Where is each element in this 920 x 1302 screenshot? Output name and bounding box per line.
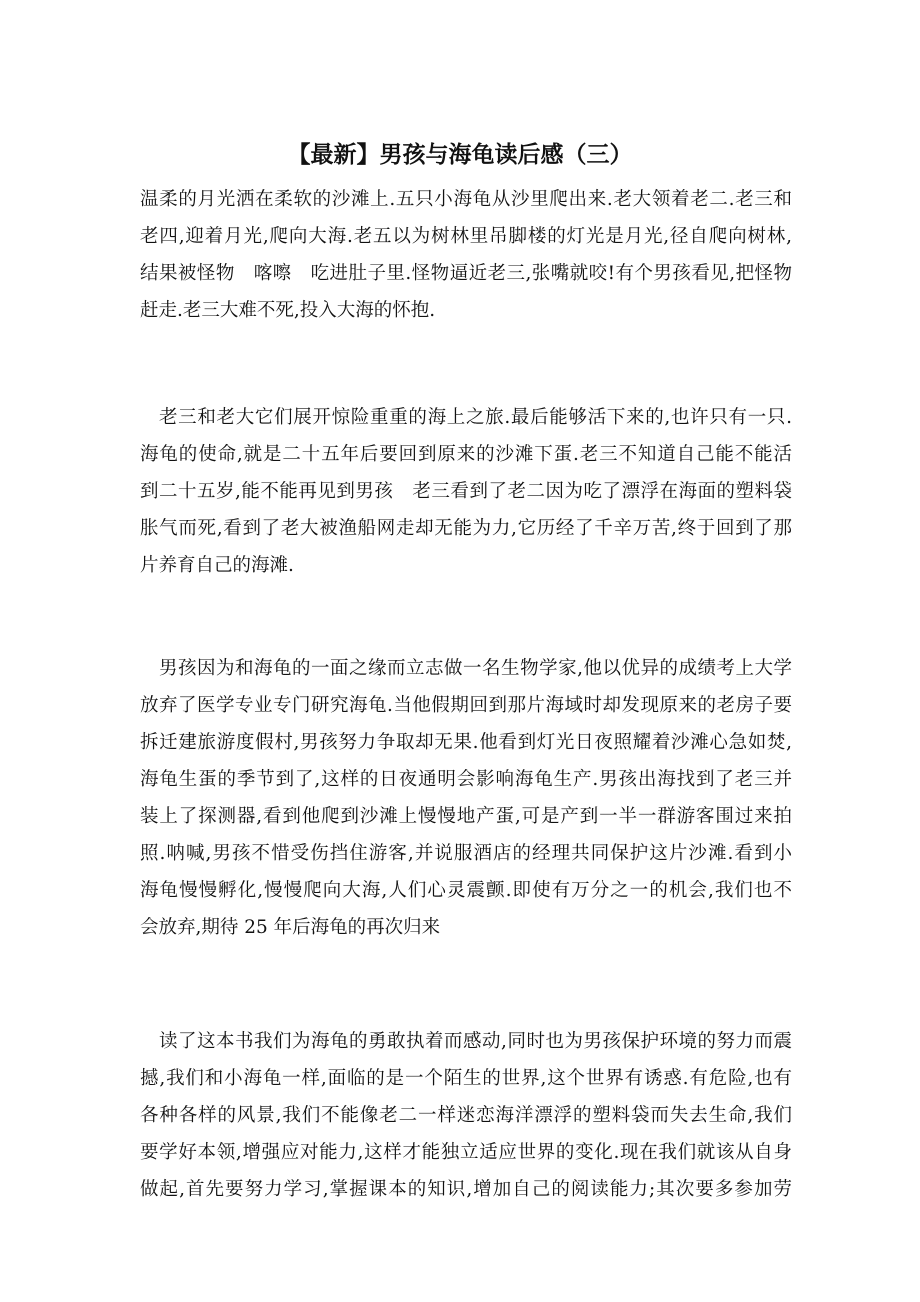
text-line: 片养育自己的海滩. (140, 555, 294, 576)
text-line: 拆迁建旅游度假村,男孩努力争取却无果.他看到灯光日夜照耀着沙滩心急如焚, (140, 732, 792, 753)
text-line: 老三和老大它们展开惊险重重的海上之旅.最后能够活下来的,也许只有一只. (159, 407, 792, 428)
text-line: 各种各样的风景,我们不能像老二一样迷恋海洋漂浮的塑料袋而失去生命,我们 (140, 1105, 792, 1126)
text-line: 老四,迎着月光,爬向大海.老五以为树林里吊脚楼的灯光是月光,径自爬向树林, (140, 226, 792, 247)
paragraph-2 (140, 399, 792, 584)
text-line: 胀气而死,看到了老大被渔船网走却无能为力,它历经了千辛万苦,终于回到了那 (140, 518, 792, 539)
text-line: 装上了探测器,看到他爬到沙滩上慢慢地产蛋,可是产到一半一群游客围过来拍 (140, 806, 792, 827)
text-line: 到二十五岁,能不能再见到男孩 老三看到了老二因为吃了漂浮在海面的塑料袋 (140, 481, 792, 502)
text-line: 撼,我们和小海龟一样,面临的是一个陌生的世界,这个世界有诱惑.有危险,也有 (140, 1068, 792, 1089)
text-line: 做起,首先要努力学习,掌握课本的知识,增加自己的阅读能力;其次要多参加劳 (140, 1179, 792, 1200)
document-title: 【最新】男孩与海龟读后感（三） (287, 142, 633, 168)
text-line: 要学好本领,增强应对能力,这样才能独立适应世界的变化.现在我们就该从自身 (140, 1142, 792, 1163)
text-line: 海龟生蛋的季节到了,这样的日夜通明会影响海龟生产.男孩出海找到了老三并 (140, 769, 792, 790)
text-line: 读了这本书我们为海龟的勇敢执着而感动,同时也为男孩保护环境的努力而震 (159, 1031, 792, 1052)
text-line: 男孩因为和海龟的一面之缘而立志做一名生物学家,他以优异的成绩考上大学 (159, 658, 792, 679)
paragraph-3 (140, 650, 792, 946)
text-line: 照.呐喊,男孩不惜受伤挡住游客,并说服酒店的经理共同保护这片沙滩.看到小 (140, 843, 792, 864)
text-line: 海龟的使命,就是二十五年后要回到原来的沙滩下蛋.老三不知道自己能不能活 (140, 444, 792, 465)
text-line: 海龟慢慢孵化,慢慢爬向大海,人们心灵震颤.即使有万分之一的机会,我们也不 (140, 880, 792, 901)
paragraph-1 (140, 181, 792, 329)
text-line: 赶走.老三大难不死,投入大海的怀抱. (140, 300, 436, 321)
text-line: 结果被怪物 喀嚓 吃进肚子里.怪物逼近老三,张嘴就咬!有个男孩看见,把怪物 (140, 263, 792, 284)
paragraph-4 (140, 1023, 792, 1208)
text-line: 会放弃,期待 25 年后海龟的再次归来 (140, 917, 441, 938)
text-line: 放弃了医学专业专门研究海龟.当他假期回到那片海域时却发现原来的老房子要 (140, 695, 792, 716)
text-line: 温柔的月光洒在柔软的沙滩上.五只小海龟从沙里爬出来.老大领着老二.老三和 (140, 189, 792, 210)
